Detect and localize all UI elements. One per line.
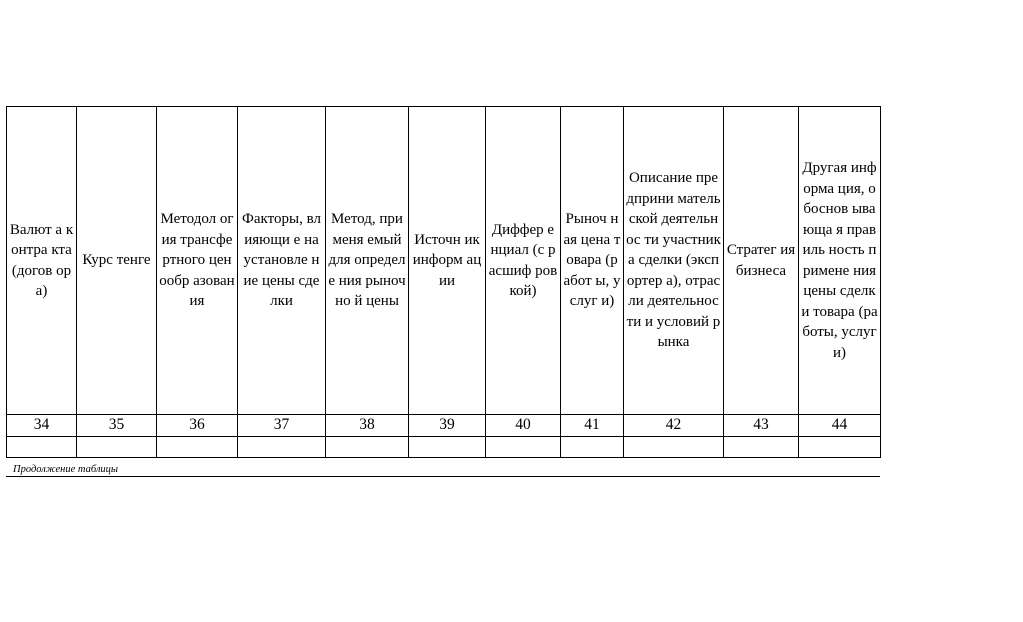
header-cell-methodology: Методол огия трансфе ртного ценообр азования [157, 107, 238, 415]
column-number: 37 [238, 415, 326, 437]
header-cell-business-description: Описание предприни мательской деятельнос ти участника сделки (экспортер а), отрасли деятельнос ти и условий рынка [624, 107, 724, 415]
header-cell-information-source: Источн ик информ ации [409, 107, 486, 415]
header-cell-differential: Диффер енциал (с расшиф ровкой) [486, 107, 561, 415]
empty-cell [486, 437, 561, 458]
empty-cell [799, 437, 881, 458]
column-number: 38 [326, 415, 409, 437]
header-cell-market-price-method: Метод, применя емый для определе ния рыночно й цены [326, 107, 409, 415]
empty-data-row [7, 437, 881, 458]
empty-cell [724, 437, 799, 458]
column-number: 36 [157, 415, 238, 437]
header-cell-business-strategy: Стратег ия бизнеса [724, 107, 799, 415]
column-number: 43 [724, 415, 799, 437]
column-number: 35 [77, 415, 157, 437]
column-number-row [7, 415, 881, 437]
column-number: 39 [409, 415, 486, 437]
empty-cell [561, 437, 624, 458]
table-header-row [7, 107, 881, 415]
header-cell-other-information: Другая информа ция, обоснов ывающа я правиль ность примене ния цены сделки товара (работы, услуги) [799, 107, 881, 415]
empty-cell [238, 437, 326, 458]
column-number: 44 [799, 415, 881, 437]
column-number: 41 [561, 415, 624, 437]
header-cell-exchange-rate: Курс тенге [77, 107, 157, 415]
table-continuation-caption: Продолжение таблицы [6, 463, 880, 477]
header-cell-market-price: Рыноч ная цена товара (работ ы, услуг и) [561, 107, 624, 415]
empty-cell [157, 437, 238, 458]
empty-cell [7, 437, 77, 458]
empty-cell [326, 437, 409, 458]
column-number: 40 [486, 415, 561, 437]
continuation-table [6, 106, 881, 458]
empty-cell [409, 437, 486, 458]
empty-cell [624, 437, 724, 458]
header-cell-currency: Валют а контра кта (догов ора) [7, 107, 77, 415]
empty-cell [77, 437, 157, 458]
column-number: 42 [624, 415, 724, 437]
column-number: 34 [7, 415, 77, 437]
header-cell-price-factors: Факторы, влияющи е на установле ние цены сделки [238, 107, 326, 415]
